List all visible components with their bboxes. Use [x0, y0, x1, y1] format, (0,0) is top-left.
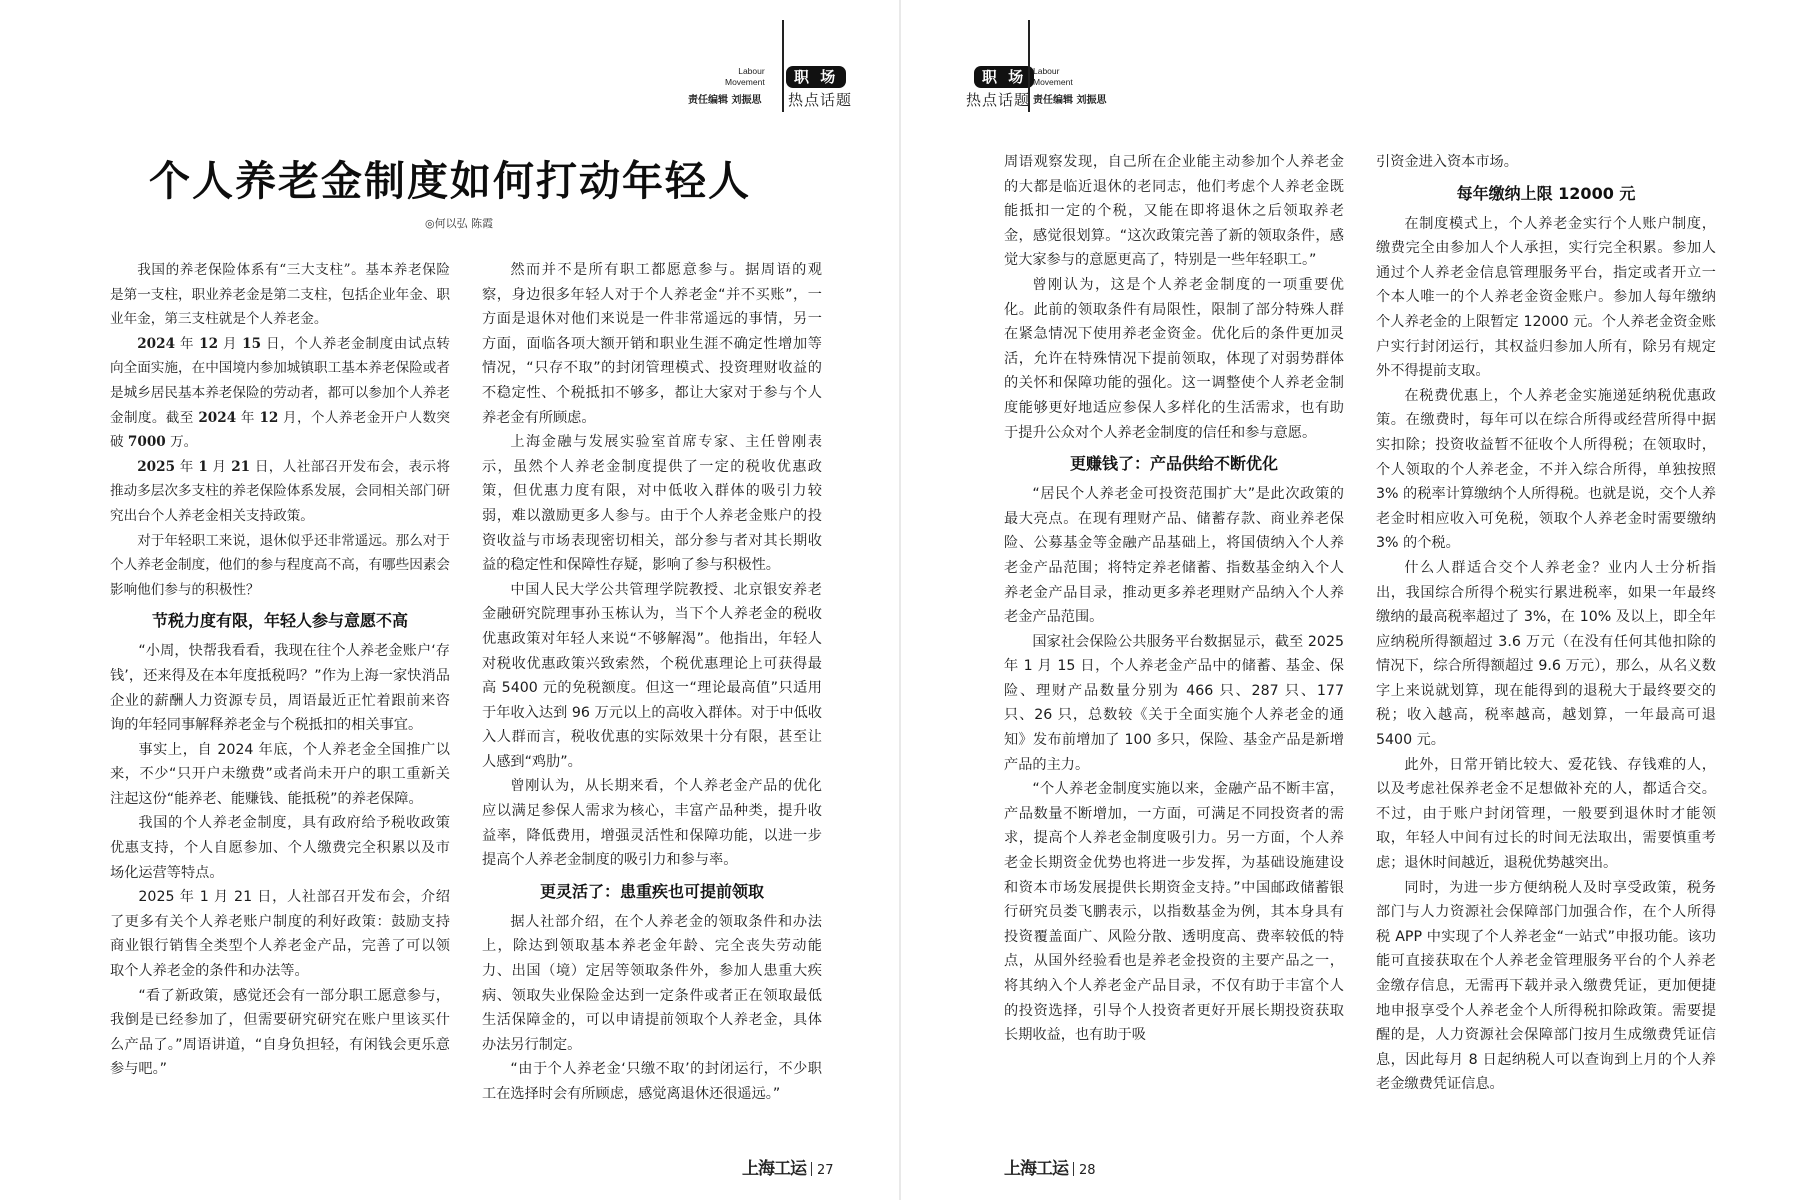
paragraph: 引资金进入资本市场。: [1376, 154, 1518, 170]
paragraph: “由于个人养老金‘只缴不取’的封闭运行，不少职工在选择时会有所顾虑，感觉离退休还很遥远。”: [482, 1061, 822, 1102]
article-byline: ◎何以弘 陈霞: [425, 217, 494, 230]
footer-separator: [1073, 1162, 1074, 1176]
page-right: [900, 0, 1800, 1200]
paragraph: 上海金融与发展实验室首席专家、主任曾刚表示，虽然个人养老金制度提供了一定的税收优惠政策，但优惠力度有限，对中低收入群体的吸引力较弱，难以激励更多人参与。由于个人养老金账户的投资收益与市场表现密切相关，部分参与者对其长期收益的稳定性和保障性存疑，影响了参与积极性。: [482, 434, 822, 574]
section-badge: 职 场: [974, 66, 1034, 88]
hot-topic-label: 热点话题: [966, 91, 1031, 109]
paragraph: 在制度模式上，个人养老金实行个人账户制度，缴费完全由参加人个人承担，实行完全积累。参加人通过个人养老金信息管理服务平台，指定或者开立一个本人唯一的个人养老金资金账户。参加人每年缴纳个人养老金的上限暂定 12000 元。个人养老金资金账户实行封闭运行，其权益归参加人所有，除另有规定外不得提前支取。: [1376, 215, 1716, 380]
paragraph: “居民个人养老金可投资范围扩大”是此次政策的最大亮点。在现有理财产品、储蓄存款、商业养老保险、公募基金等金融产品基础上，将国债纳入个人养老金产品范围；将特定养老储蓄、指数基金纳入个人养老金产品目录，推动更多养老理财产品纳入个人养老金产品范围。: [1004, 486, 1344, 626]
paragraph: 2025 年 1 月 21 日，人社部召开发布会，介绍了更多有关个人养老账户制度的利好政策：鼓励支持商业银行销售全类型个人养老金产品，完善了可以领取个人养老金的条件和办法等。: [110, 889, 450, 980]
hot-topic-label: 热点话题: [788, 91, 853, 109]
paragraph: 对于年轻职工来说，退休似乎还非常遥远。那么对于个人养老金制度，他们的参与程度高不高，有哪些因素会影响他们参与的积极性？: [110, 532, 450, 598]
header-english-label: Labour Movement: [725, 66, 765, 87]
column-4: [1376, 150, 1716, 1097]
column-2: [482, 258, 822, 1107]
page-footer-left: [742, 1154, 834, 1179]
magazine-logo: 上海工运: [742, 1159, 806, 1179]
paragraph: “小周，快帮我看看，我现在往个人养老金账户‘存钱’，还来得及在本年度抵税吗？”作为上海一家快消品企业的薪酬人力资源专员，周语最近正忙着跟前来咨询的年轻同事解释养老金与个税抵扣的相关事宜。: [110, 643, 450, 734]
section-heading: 更灵活了：患重疾也可提前领取: [539, 881, 764, 901]
header-english-label: Labour Movement: [1033, 66, 1073, 87]
article-title: 个人养老金制度如何打动年轻人: [149, 157, 751, 205]
paragraph: 曾刚认为，从长期来看，个人养老金产品的优化应以满足参保人需求为核心，丰富产品种类，提升收益率，降低费用，增强灵活性和保障功能，以进一步提高个人养老金制度的吸引力和参与率。: [482, 778, 822, 869]
editor-credit: 责任编辑 刘振思: [1033, 95, 1107, 106]
column-3: [1004, 150, 1344, 1048]
paragraph: 据人社部介绍，在个人养老金的领取条件和办法上，除达到领取基本养老金年龄、完全丧失劳动能力、出国（境）定居等领取条件外，参加人患重大疾病、领取失业保险金达到一定条件或者正在领取最低生活保障金的，可以申请提前领取个人养老金，具体办法另行制定。: [482, 913, 822, 1053]
paragraph: 然而并不是所有职工都愿意参与。据周语的观察，身边很多年轻人对于个人养老金“并不买账”，一方面是退休对他们来说是一件非常遥远的事情，另一方面，面临各项大额开销和职业生涯不确定性增加等情况，“只存不取”的封闭管理模式、投资理财收益的不稳定性、个税抵扣不够多，都让大家对于参与个人养老金有所顾虑。: [482, 262, 822, 426]
page-footer-right: [1004, 1154, 1096, 1179]
section-heading: 每年缴纳上限 12000 元: [1456, 183, 1636, 203]
paragraph: 曾刚认为，这是个人养老金制度的一项重要优化。此前的领取条件有局限性，限制了部分特殊人群在紧急情况下使用养老金资金。优化后的条件更加灵活，允许在特殊情况下提前领取，体现了对弱势群体的关怀和保障功能的强化。这一调整使个人养老金制度能够更好地适应参保人多样化的生活需求，也有助于提升公众对个人养老金制度的信任和参与意愿。: [1004, 276, 1344, 441]
paragraph: 国家社会保险公共服务平台数据显示，截至 2025 年 1 月 15 日，个人养老金产品中的储蓄、基金、保险、理财产品数量分别为 466 只、287 只、177 只、26 只，总数较《关于全面实施个人养老金的通知》发布前增加了 100 多只，保险、基金产品是新增产品的主力。: [1004, 633, 1344, 773]
section-heading: 更赚钱了：产品供给不断优化: [1069, 454, 1278, 474]
paragraph: 事实上，自 2024 年底，个人养老金全国推广以来，不少“只开户未缴费”或者尚未开户的职工重新关注起这份“能养老、能赚钱、能抵税”的养老保障。: [110, 741, 450, 807]
footer-separator: [811, 1162, 812, 1176]
paragraph: 同时，为进一步方便纳税人及时享受政策，税务部门与人力资源社会保障部门加强合作，在个人所得税 APP 中实现了个人养老金“一站式”申报功能。该功能可直接获取在个人养老金管理服务平台的个人养老金缴存信息，无需再下载并录入缴费凭证，更加便捷地申报享受个人养老金个人所得税扣除政策。需要提醒的是，人力资源社会保障部门按月生成缴费凭证信息，因此每月 8 日起纳税人可以查询到上月的个人养老金缴费凭证信息。: [1376, 879, 1716, 1093]
paragraph: 我国的个人养老金制度，具有政府给予税收政策优惠支持，个人自愿参加、个人缴费完全积累以及市场化运营等特点。: [110, 815, 450, 881]
paragraph: 2025 年 1 月 21 日，人社部召开发布会，表示将推动多层次多支柱的养老保险体系发展，会同相关部门研究出台个人养老金相关支持政策。: [110, 458, 450, 524]
paragraph: 周语观察发现，自己所在企业能主动参加个人养老金的大都是临近退休的老同志，他们考虑个人养老金既能抵扣一定的个税，又能在即将退休之后领取养老金，感觉很划算。“这次政策完善了新的领取条件，感觉大家参与的意愿更高了，特别是一些年轻职工。”: [1004, 154, 1344, 269]
paragraph: 什么人群适合交个人养老金？业内人士分析指出，我国综合所得个税实行累进税率，如果一年最终缴纳的最高税率超过了 3%，在 10% 及以上，即全年应纳税所得额超过 3.6 万元（在没有任何其他扣除的情况下，综合所得额超过 9.6 万元），那么，从名义数字上来说就划算，现在能得到的退税大于最终要交的税；收入越高，税率越高，越划算，一年最高可退 5400 元。: [1376, 559, 1716, 749]
paragraph: “个人养老金制度实施以来，金融产品不断丰富，产品数量不断增加，一方面，可满足不同投资者的需求，提高个人养老金制度吸引力。另一方面，个人养老金长期资金优势也将进一步发挥，为基础设施建设和资本市场发展提供长期资金支持。”中国邮政储蓄银行研究员娄飞鹏表示，以指数基金为例，其本身具有投资覆盖面广、风险分散、透明度高、费率较低的特点，从国外经验看也是养老金投资的主要产品之一，将其纳入个人养老金产品目录，不仅有助于丰富个人的投资选择，引导个人投资者更好开展长期投资获取长期收益，也有助于吸: [1004, 781, 1344, 1044]
paragraph: 中国人民大学公共管理学院教授、北京银安养老金融研究院理事孙玉栋认为，当下个人养老金的税收优惠政策对年轻人来说“不够解渴”。他指出，年轻人对税收优惠政策兴致索然，个税优惠理论上可获得最高 5400 元的免税额度。但这一“理论最高值”只适用于年收入达到 96 万元以上的高收入群体。对于中低收入人群而言，税收优惠的实际效果十分有限，甚至让人感到“鸡肋”。: [482, 581, 822, 770]
paragraph: 在税费优惠上，个人养老金实施递延纳税优惠政策。在缴费时，每年可以在综合所得或经营所得中据实扣除；投资收益暂不征收个人所得税；在领取时，个人领取的个人养老金，不并入综合所得，单独按照 3% 的税率计算缴纳个人所得税。也就是说，交个人养老金时相应收入可免税，领取个人养老金时需要缴纳 3% 的个税。: [1376, 387, 1716, 552]
paragraph: 我国的养老保险体系有“三大支柱”。基本养老保险是第一支柱，职业养老金是第二支柱，包括企业年金、职业年金，第三支柱就是个人养老金。: [110, 262, 450, 328]
section-heading: 节税力度有限，年轻人参与意愿不高: [151, 611, 408, 631]
paragraph: 2024 年 12 月 15 日，个人养老金制度由试点转向全面实施，在中国境内参加城镇职工基本养老保险或者是城乡居民基本养老保险的劳动者，都可以参加个人养老金制度。截至 2024 年 12 月，个人养老金开户人数突破 7000 万。: [110, 335, 450, 451]
column-1: [110, 258, 450, 1082]
page-number: 27: [817, 1163, 834, 1178]
paragraph: 此外，日常开销比较大、爱花钱、存钱难的人，以及考虑社保养老金不足想做补充的人，都适合交。不过，由于账户封闭管理，一般要到退休时才能领取，年轻人中间有过长的时间无法取出，需要慎重考虑；退休时间越近，退税优势越突出。: [1376, 756, 1716, 872]
magazine-logo: 上海工运: [1004, 1159, 1068, 1179]
section-badge: 职 场: [786, 66, 846, 88]
page-number: 28: [1079, 1163, 1096, 1178]
header-divider: [782, 20, 784, 112]
editor-credit: 责任编辑 刘振思: [688, 95, 762, 106]
paragraph: “看了新政策，感觉还会有一部分职工愿意参与，我倒是已经参加了，但需要研究研究在账户里该买什么产品了。”周语讲道，“自身负担轻，有闲钱会更乐意参与吧。”: [110, 987, 450, 1078]
